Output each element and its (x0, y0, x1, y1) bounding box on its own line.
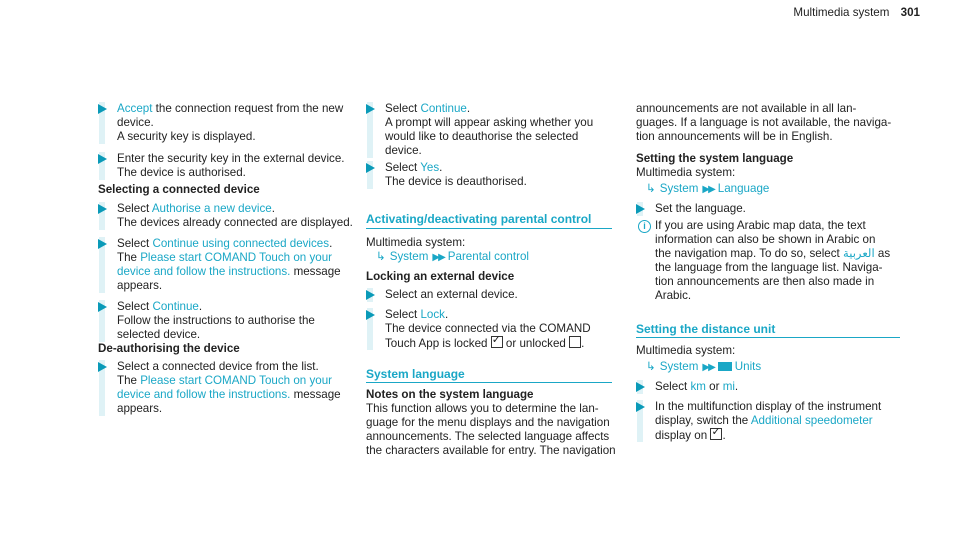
step-result: The device is authorised. (117, 166, 246, 179)
step-arrow-icon (636, 204, 645, 214)
link-accept[interactable]: Accept (117, 102, 153, 115)
section-divider (636, 337, 900, 338)
double-chevron-icon: ▶▶ (702, 184, 714, 195)
link-continue[interactable]: Continue (152, 300, 199, 313)
double-chevron-icon: ▶▶ (432, 252, 444, 263)
path-language[interactable]: Language (717, 182, 770, 195)
message-text: Please start COMAND Touch on your (140, 374, 333, 387)
info-line: as (874, 247, 891, 260)
step-arrow-icon (366, 163, 375, 173)
para-line: This function allows you to determine the lan- (366, 402, 599, 415)
step-text: Select (117, 202, 152, 215)
step-text: Select (385, 161, 421, 174)
info-line: the navigation map. To do so, select (655, 247, 843, 260)
menu-path (646, 182, 769, 197)
page-number: 301 (900, 6, 920, 19)
step-text: selected device. (117, 328, 201, 341)
step-text: A prompt will appear asking whether you (385, 116, 594, 129)
step-result: The device is deauthorised. (385, 175, 527, 188)
step-text: Select a connected device from the list. (117, 360, 319, 373)
return-arrow-icon: ↳ (646, 182, 656, 195)
step-text: . (581, 337, 585, 350)
step-text: Touch App is locked (385, 337, 491, 350)
step-text: Follow the instructions to authorise the (117, 314, 315, 327)
step-text: Select (117, 300, 153, 313)
step-arrow-icon (636, 402, 645, 412)
step-text: In the multifunction display of the instrument (655, 400, 882, 413)
para-line: the characters available for entry. The navigation (366, 444, 616, 457)
step-result: The devices already connected are displayed. (117, 216, 353, 229)
step-text: appears. (117, 402, 163, 415)
step-text: message (290, 388, 341, 401)
units-icon (718, 362, 732, 371)
step-text: . (466, 102, 471, 115)
section-system-language: System language (366, 367, 465, 381)
page-header (793, 6, 920, 20)
step-text: . (444, 308, 449, 321)
section-parental-control: Activating/deactivating parental control (366, 212, 592, 226)
checked-box-icon (491, 336, 503, 348)
step-text: . (734, 380, 739, 393)
step-arrow-icon (98, 104, 107, 114)
step-arrow-icon (98, 239, 107, 249)
link-arabic[interactable]: العربية (842, 247, 875, 260)
path-system[interactable]: System (659, 360, 699, 373)
para-line: guages. If a language is not available, the naviga- (636, 116, 892, 129)
step-text: or (705, 380, 723, 393)
step-arrow-icon (366, 310, 375, 320)
step-text: The device connected via the COMAND (385, 322, 591, 335)
multimedia-system-label: Multimedia system: (636, 344, 736, 357)
step-text: appears. (117, 279, 163, 292)
message-text: device and follow the instructions. (117, 388, 291, 401)
info-line: information can also be shown in Arabic on (655, 233, 876, 246)
step-text: . (329, 237, 333, 250)
continued-paragraph (636, 102, 891, 144)
step-text: Select an external device. (385, 288, 518, 301)
step-text: . (198, 300, 203, 313)
multimedia-system-label: Multimedia system: (636, 166, 736, 179)
step-arrow-icon (366, 104, 375, 114)
step-text: Select (655, 380, 691, 393)
step-text: Enter the security key in the external device. (117, 152, 345, 165)
section-distance-unit: Setting the distance unit (636, 322, 776, 336)
link-lock[interactable]: Lock (420, 308, 445, 321)
notes-paragraph (366, 402, 616, 458)
step-text: message (290, 265, 341, 278)
step-text: device. (385, 144, 422, 157)
step-text: Set the language. (655, 202, 746, 215)
checked-box-icon (710, 428, 722, 440)
message-text: Please start COMAND Touch on your (140, 251, 333, 264)
info-icon: i (638, 220, 651, 233)
heading-notes-language: Notes on the system language (366, 388, 534, 401)
section-title: Multimedia system (793, 6, 890, 19)
path-system[interactable]: System (659, 182, 699, 195)
step-text: Select (385, 308, 421, 321)
step-text: would like to deauthorise the selected (385, 130, 579, 143)
info-line: Arabic. (655, 289, 692, 302)
path-system[interactable]: System (389, 250, 429, 263)
para-line: announcements. The selected language affects (366, 430, 610, 443)
return-arrow-icon: ↳ (376, 250, 386, 263)
info-line: If you are using Arabic map data, the text (655, 219, 866, 232)
info-line: tion announcements are then also made in (655, 275, 875, 288)
para-line: tion announcements will be in English. (636, 130, 833, 143)
section-divider (366, 382, 612, 383)
heading-locking-device: Locking an external device (366, 270, 515, 283)
link-additional-speedometer[interactable]: Additional speedometer (750, 414, 873, 427)
path-units[interactable]: Units (734, 360, 762, 373)
unchecked-box-icon (569, 336, 581, 348)
heading-setting-language: Setting the system language (636, 152, 794, 165)
double-chevron-icon: ▶▶ (702, 362, 714, 373)
link-mi[interactable]: mi (722, 380, 735, 393)
step-arrow-icon (98, 302, 107, 312)
message-text: device and follow the instructions. (117, 265, 291, 278)
step-arrow-icon (98, 362, 107, 372)
link-km[interactable]: km (690, 380, 706, 393)
step-arrow-icon (636, 382, 645, 392)
step-text: . (439, 161, 443, 174)
section-divider (366, 228, 612, 229)
step-text: display, switch the (655, 414, 751, 427)
step-text: Select (385, 102, 421, 115)
menu-path (646, 360, 761, 375)
link-continue-connected-devices[interactable]: Continue using connected devices (152, 237, 330, 250)
step-text: Select (117, 237, 153, 250)
step-result: A security key is displayed. (117, 130, 256, 143)
info-line: the language from the language list. Naviga- (655, 261, 883, 274)
return-arrow-icon: ↳ (646, 360, 656, 373)
step-arrow-icon (98, 204, 107, 214)
step-arrow-icon (366, 290, 375, 300)
step-text: The (117, 251, 141, 264)
step-arrow-icon (98, 154, 107, 164)
link-continue[interactable]: Continue (420, 102, 467, 115)
step-text: The (117, 374, 141, 387)
menu-path (376, 250, 529, 265)
link-yes[interactable]: Yes (420, 161, 440, 174)
para-line: announcements are not available in all lan- (636, 102, 857, 115)
path-parental-control[interactable]: Parental control (447, 250, 529, 263)
step-text: . (271, 202, 275, 215)
step-text: display on (655, 429, 711, 442)
multimedia-system-label: Multimedia system: (366, 236, 466, 249)
para-line: guage for the menu displays and the navigation (366, 416, 610, 429)
heading-deauthorising: De-authorising the device (98, 342, 240, 355)
step-text: the connection request from the new device. (117, 102, 344, 129)
link-authorise-new-device[interactable]: Authorise a new device (151, 202, 272, 215)
heading-selecting-device: Selecting a connected device (98, 183, 260, 196)
step-text: or unlocked (502, 337, 570, 350)
